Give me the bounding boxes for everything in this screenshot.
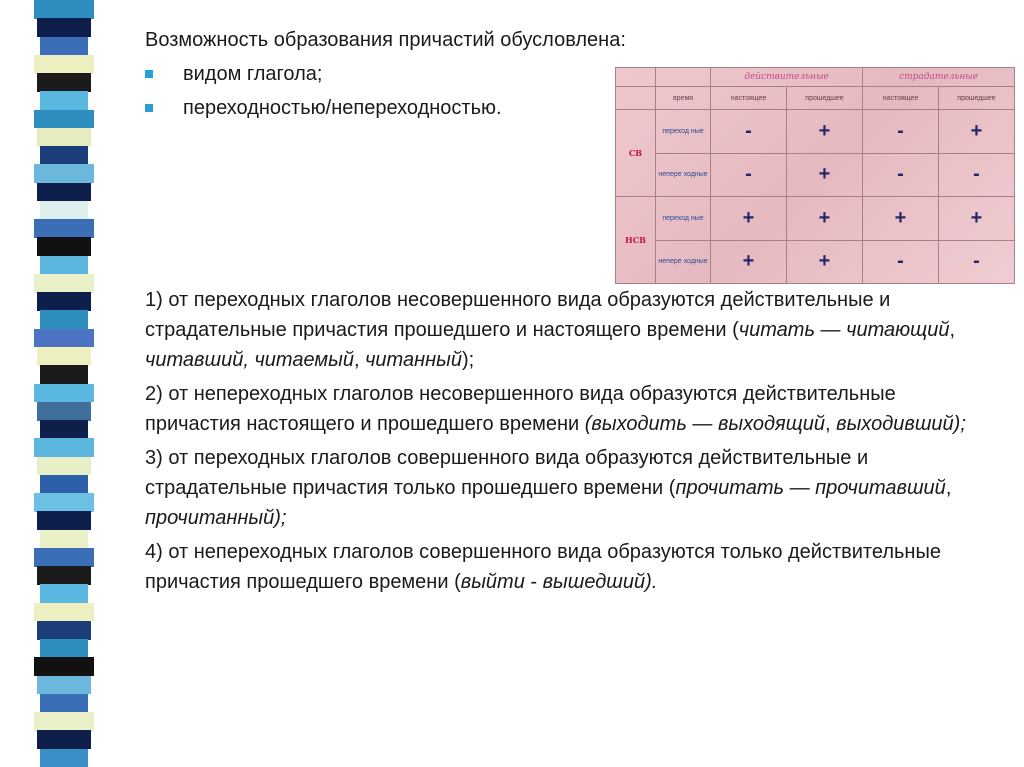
stripe-segment — [37, 18, 91, 37]
stripe-segment — [34, 329, 94, 348]
example-word: читающий — [846, 319, 950, 341]
stripe-segment — [34, 274, 94, 293]
table-corner-cell — [656, 68, 711, 87]
rule-1 — [145, 285, 975, 375]
table-cell: - — [939, 153, 1015, 197]
stripe-segment — [37, 511, 91, 530]
table-cell: + — [787, 110, 863, 154]
stripe-segment — [40, 146, 88, 165]
table-cell: - — [711, 153, 787, 197]
stripe-segment — [37, 128, 91, 147]
table-cell: + — [939, 197, 1015, 241]
rule-separator: , — [949, 319, 956, 341]
stripe-segment — [37, 730, 91, 749]
table-cell: - — [863, 110, 939, 154]
table-cell: + — [787, 240, 863, 284]
stripe-segment — [37, 183, 91, 202]
stripe-segment — [40, 37, 88, 56]
header-tense: время — [656, 87, 711, 110]
stripe-segment — [40, 639, 88, 658]
header-passive-present: настоящее — [863, 87, 939, 110]
rule-separator: , — [353, 349, 366, 371]
stripe-segment — [40, 749, 88, 767]
bullet-text: переходностью/непереходностью. — [183, 97, 502, 119]
stripe-segment — [40, 256, 88, 275]
stripe-segment — [34, 712, 94, 731]
aspect-perfective: СВ — [616, 110, 656, 197]
table-corner-cell — [616, 87, 656, 110]
stripe-segment — [34, 55, 94, 74]
rule-4 — [145, 537, 975, 597]
stripe-segment — [37, 347, 91, 366]
example-word: читанный — [365, 349, 462, 371]
rule-text: 4) от непереходных глаголов совершенного вида образуются только действительные причастия прошедшего времени ( — [145, 541, 941, 593]
stripe-segment — [37, 566, 91, 585]
intro-block — [145, 26, 626, 122]
stripe-segment — [37, 237, 91, 256]
table-cell: + — [711, 240, 787, 284]
rule-separator: - — [524, 571, 543, 593]
header-active-present: настоящее — [711, 87, 787, 110]
table-cell: - — [863, 153, 939, 197]
table-cell: + — [787, 197, 863, 241]
decorative-stripe-column — [34, 0, 94, 767]
stripe-segment — [40, 694, 88, 713]
rule-text: 3) от переходных глаголов совершенного вида образуются действительные и страдательные причастия только прошедшего времени ( — [145, 447, 869, 499]
stripe-segment — [34, 438, 94, 457]
stripe-segment — [37, 676, 91, 695]
stripe-segment — [37, 402, 91, 421]
rule-text: ); — [461, 349, 475, 371]
stripe-segment — [40, 475, 88, 494]
header-active-past: прошедшее — [787, 87, 863, 110]
table-cell: + — [863, 197, 939, 241]
rule-2 — [145, 379, 975, 439]
participle-table — [615, 67, 1015, 284]
table-cell: + — [939, 110, 1015, 154]
rule-text: 2) от непереходных глаголов несовершенного вида образуются действительные причастия настоящего и прошедшего времени — [145, 383, 896, 435]
example-word: читаемый — [254, 349, 354, 371]
rules-block — [145, 285, 975, 601]
stripe-segment — [34, 110, 94, 129]
stripe-segment — [37, 292, 91, 311]
example-word: читать — [738, 319, 815, 341]
stripe-segment — [34, 164, 94, 183]
rule-3 — [145, 443, 975, 533]
stripe-segment — [40, 201, 88, 220]
stripe-segment — [40, 420, 88, 439]
stripe-segment — [34, 657, 94, 676]
rule-separator: — — [814, 319, 847, 341]
header-active: действительные — [711, 68, 863, 87]
table-cell: - — [863, 240, 939, 284]
example-word: прочитать — прочитавший — [675, 477, 946, 499]
stripe-segment — [34, 493, 94, 512]
stripe-segment — [40, 530, 88, 549]
stripe-segment — [40, 310, 88, 329]
stripe-segment — [37, 621, 91, 640]
stripe-segment — [40, 365, 88, 384]
row-label-intransitive: непере ходные — [656, 153, 711, 197]
stripe-segment — [34, 384, 94, 403]
example-word: читавший, — [145, 349, 249, 371]
table-cell: + — [711, 197, 787, 241]
stripe-segment — [40, 91, 88, 110]
example-word: выйти — [460, 571, 525, 593]
table-cell: + — [787, 153, 863, 197]
example-word: (выходить — выходящий — [584, 413, 826, 435]
rule-text: 1) от переходных глаголов несовершенного вида образуются действительные и страдательные причастия прошедшего и настоящего времени ( — [145, 289, 891, 341]
row-label-intransitive: непере ходные — [656, 240, 711, 284]
header-passive: страдательные — [863, 68, 1015, 87]
bullet-item-aspect — [145, 60, 626, 88]
stripe-segment — [34, 219, 94, 238]
stripe-segment — [34, 603, 94, 622]
stripe-segment — [37, 73, 91, 92]
row-label-transitive: переход ные — [656, 110, 711, 154]
row-label-transitive: переход ные — [656, 197, 711, 241]
example-word: вышедший). — [542, 571, 658, 593]
header-passive-past: прошедшее — [939, 87, 1015, 110]
example-word: выходивший); — [836, 413, 966, 435]
stripe-segment — [40, 584, 88, 603]
stripe-segment — [37, 457, 91, 476]
table-cell: - — [939, 240, 1015, 284]
table-cell: - — [711, 110, 787, 154]
square-bullet-icon — [145, 104, 153, 112]
stripe-segment — [34, 0, 94, 19]
table-corner-cell — [616, 68, 656, 87]
intro-heading: Возможность образования причастий обусловлена: — [145, 29, 626, 51]
stripe-segment — [34, 548, 94, 567]
aspect-imperfective: НСВ — [616, 197, 656, 284]
bullet-item-transitivity — [145, 94, 626, 122]
rule-separator: , — [945, 477, 952, 499]
example-word: прочитанный); — [145, 507, 287, 529]
rule-separator: , — [825, 413, 837, 435]
bullet-text: видом глагола; — [183, 63, 323, 85]
square-bullet-icon — [145, 70, 153, 78]
